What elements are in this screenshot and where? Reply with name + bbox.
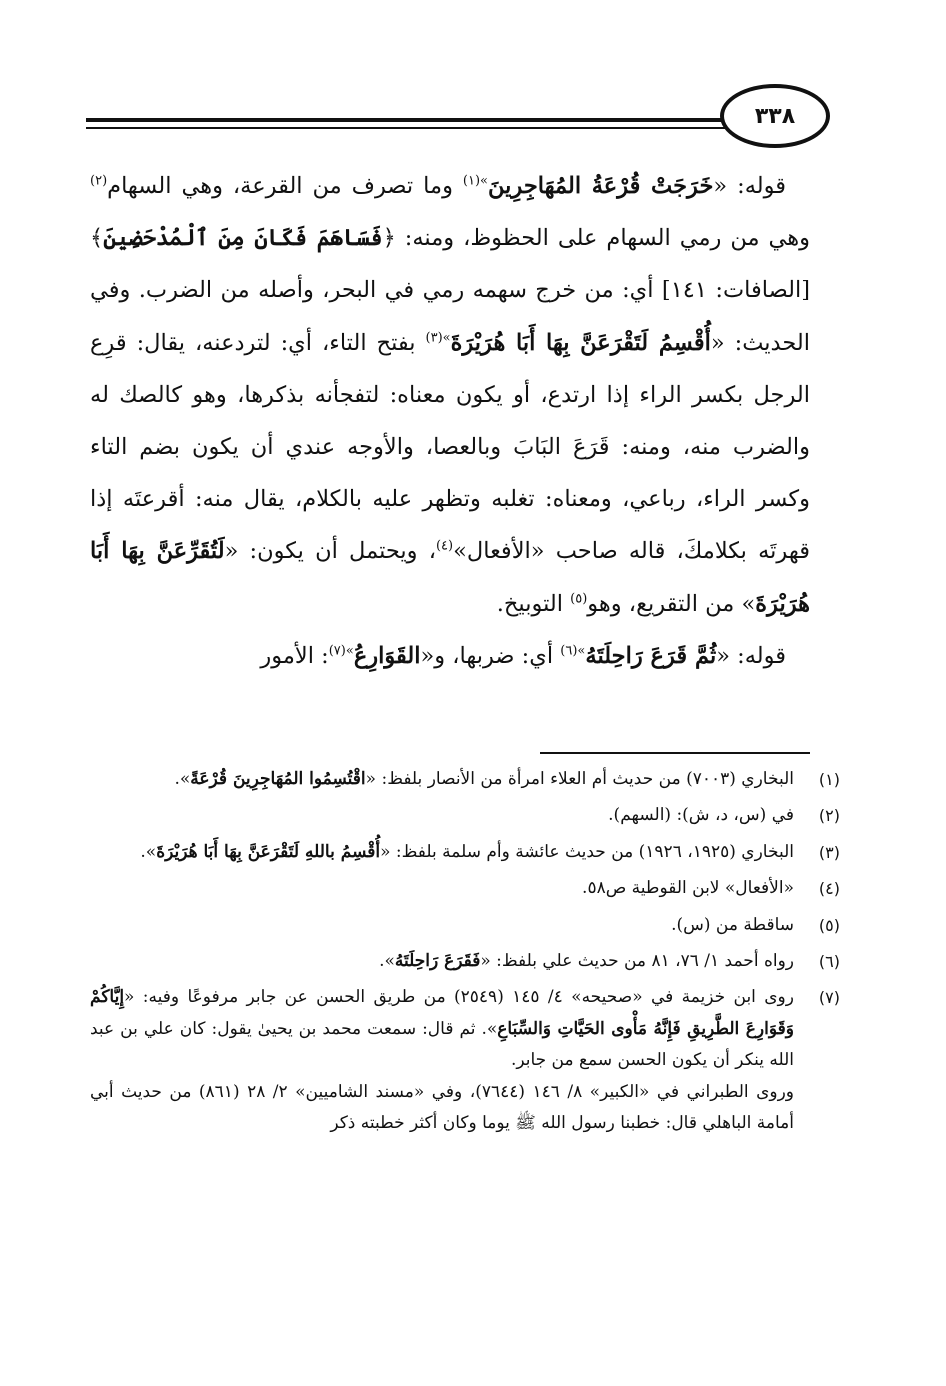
footnote-text bbox=[90, 837, 794, 868]
footnote-3 bbox=[90, 837, 840, 868]
footnote-6 bbox=[90, 946, 840, 977]
footnote-number: (٢) bbox=[818, 806, 840, 826]
footnote-number: (٥) bbox=[818, 915, 840, 935]
footnote-ref: »(٦) bbox=[560, 643, 586, 659]
text-run: قوله: « bbox=[713, 173, 786, 199]
footnote-ref: (٢) bbox=[90, 173, 108, 189]
text-run: ﴾ [الصافات: ١٤١] أي: من خرج سهمه رمي في البحر، وأصله من الضرب. وفي الحديث: « bbox=[90, 225, 810, 356]
text-run: بفتح التاء، أي: لتردعنه، يقال: قرِع الرجل بكسر الراء إذا ارتدع، أو يكون معناه: لتفجأنه بذكرها، وهو كالصك له والضرب منه، ومنه: قَرَعَ البَابَ وبالعصا، والأوجه عندي أن يكون بضم التاء وكسر الراء، رباعي، ومعناه: تغلبه وتظهر عليه بالكلام، يقال منه: أقرعتَه إذا قهرتَه بكلامكَ، قاله صاحب «الأفعال» bbox=[90, 329, 810, 565]
text-run: وهي من رمي السهام على الحظوظ، ومنه: ﴿ bbox=[382, 225, 810, 252]
hadith-quote: أُقْسِمُ باللهِ لَتَقْرَعَنَّ بِهَا أَبَا هُرَيْرَةَ bbox=[156, 841, 381, 862]
hadith-quote: ثُمَّ قَرَعَ رَاحِلَتَهُ bbox=[585, 642, 717, 669]
text-run: البخاري (١٩٢٥، ١٩٢٦) من حديث عائشة وأم سلمة بلفظ: « bbox=[380, 841, 794, 862]
footnote-4 bbox=[90, 873, 840, 904]
footnote-text bbox=[90, 982, 794, 1139]
footnote-number: (٧) bbox=[818, 988, 840, 1008]
text-run: وما تصرف من القرعة، وهي السهام bbox=[107, 173, 463, 199]
hadith-quote: إِيَّاكُمْ وَقَوَارِعَ الطَّرِيقِ فَإِنَّهُ مَأْوى الحَيَّاتِ وَالسِّبَاعِ bbox=[90, 987, 794, 1039]
footnote-ref: »(٧) bbox=[328, 643, 354, 659]
footnote-1 bbox=[90, 764, 840, 795]
footnote-separator bbox=[540, 752, 810, 754]
footnote-ref: »(٣) bbox=[425, 330, 451, 346]
text-run: ». ثم قال: سمعت محمد بن يحيىٰ يقول: كان علي بن عبد الله ينكر أن يكون الحسن سمع من جابر. bbox=[90, 1018, 794, 1071]
footnotes bbox=[90, 764, 840, 1139]
text-run: : الأمور bbox=[260, 642, 329, 669]
text-run: ». bbox=[174, 769, 191, 789]
quran-quote: فَسَاهَمَ فَكَانَ مِنَ ٱلْمُدْحَضِينَ bbox=[103, 225, 383, 252]
text-run: وروى الطبراني في «الكبير» ٨/ ١٤٦ (٧٦٤٤)، وفي «مسند الشاميين» ٢/ ٢٨ (٨٦١) من حديث أبي أمامة الباهلي قال: خطبنا رسول الله ﷺ يوما وكان أكثر خطبته ذكر bbox=[90, 1081, 795, 1134]
footnote-text bbox=[90, 764, 794, 795]
text-run: ، ويحتمل أن يكون: « bbox=[224, 538, 436, 565]
footnote-text bbox=[90, 946, 794, 977]
footnote-number: (٦) bbox=[818, 952, 840, 972]
footnote-number: (٤) bbox=[818, 879, 840, 899]
hadith-quote: اقْتُسِمُوا المُهَاجِرِينَ قُرْعَةً bbox=[190, 769, 366, 789]
header-rule-thick bbox=[86, 118, 726, 122]
footnote-number: (١) bbox=[818, 770, 840, 789]
header-rule-thin bbox=[86, 127, 726, 129]
text-run: رواه أحمد ١/ ٧٦، ٨١ من حديث علي بلفظ: « bbox=[480, 951, 794, 972]
text-run: ». bbox=[379, 951, 395, 972]
hadith-quote: القَوَارِعُ bbox=[353, 642, 421, 669]
footnote-number: (٣) bbox=[818, 842, 840, 862]
text-run: » من التقريع، وهو bbox=[587, 590, 756, 617]
text-run: ». bbox=[140, 841, 157, 862]
hadith-quote: أُقْسِمُ لَتَقْرَعَنَّ بِهَا أَبَا هُرَيْرَةَ bbox=[450, 329, 711, 356]
text-run: أي: ضربها، و« bbox=[420, 642, 561, 669]
footnote-7 bbox=[90, 982, 840, 1139]
footnote-ref: (٤) bbox=[435, 538, 454, 554]
hadith-quote: فَقَرَعَ رَاحِلَتَهُ bbox=[394, 951, 481, 972]
paragraph-2 bbox=[90, 630, 810, 682]
text-run: روى ابن خزيمة في «صحيحه» ٤/ ١٤٥ (٢٥٤٩) من طريق الحسن عن جابر مرفوعًا وفيه: « bbox=[124, 987, 794, 1008]
hadith-quote: خَرَجَتْ قُرْعَةُ المُهَاجِرِينَ bbox=[488, 173, 714, 199]
page-number: ٣٣٨ bbox=[720, 84, 830, 148]
text-run: التوبيخ. bbox=[496, 590, 571, 617]
footnote-text: في (س، د، ش): (السهم). bbox=[608, 805, 794, 826]
footnote-ref: »(١) bbox=[462, 173, 489, 189]
paragraph-1 bbox=[90, 160, 810, 630]
text-run: البخاري (٧٠٠٣) من حديث أم العلاء امرأة من الأنصار بلفظ: « bbox=[365, 769, 794, 789]
footnote-5 bbox=[90, 910, 840, 941]
footnote-text: ساقطة من (س). bbox=[671, 914, 794, 935]
footnote-ref: (٥) bbox=[570, 591, 588, 607]
text-run: قوله: « bbox=[716, 642, 786, 669]
footnote-2 bbox=[90, 800, 840, 831]
footnote-text: «الأفعال» لابن القوطية ص٥٨. bbox=[582, 878, 794, 899]
hadith-quote: لَتُقَرِّعَنَّ بِهَا أَبَا هُرَيْرَةَ bbox=[90, 538, 810, 617]
main-text bbox=[90, 160, 810, 682]
